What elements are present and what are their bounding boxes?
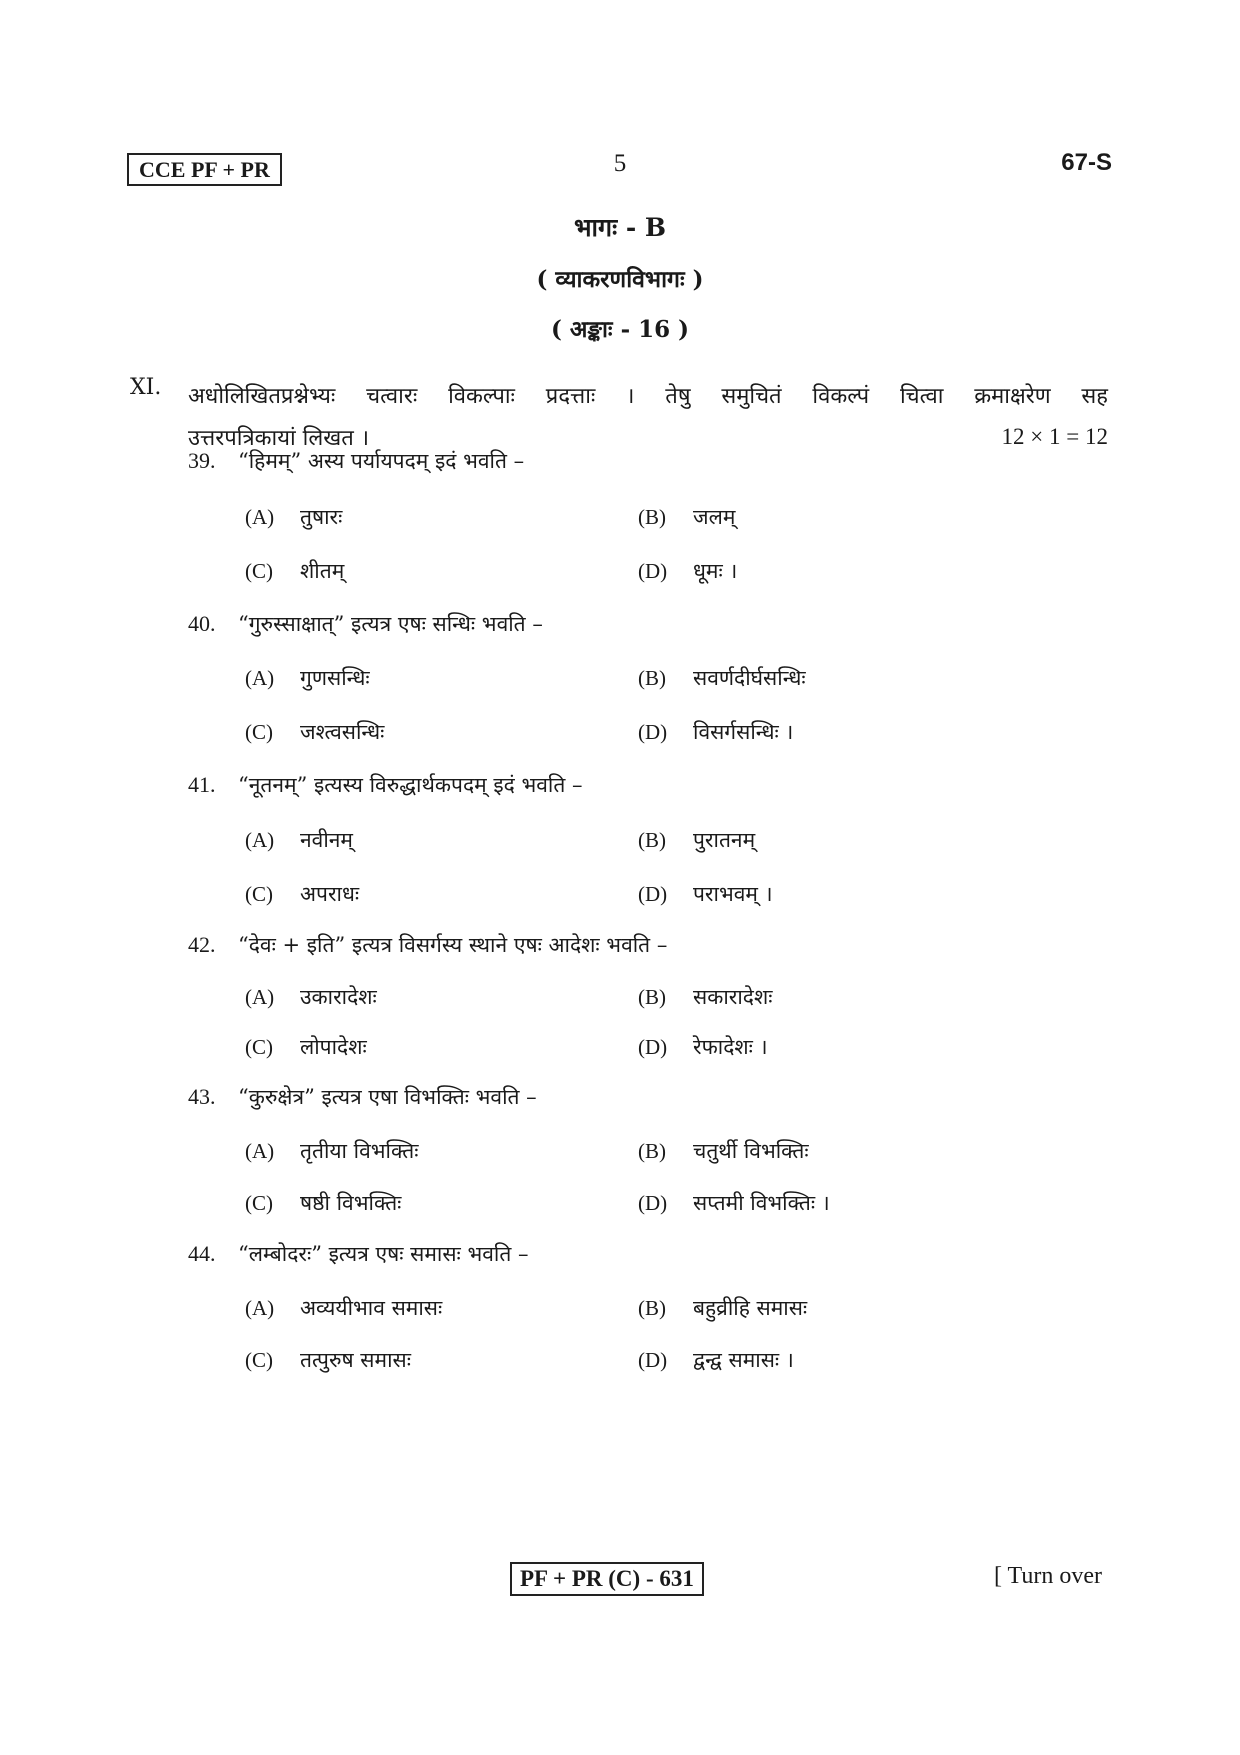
option-39-c (245, 557, 344, 585)
option-text: विसर्गसन्धिः । (693, 720, 794, 744)
option-43-b (638, 1137, 809, 1165)
option-text: नवीनम् (300, 828, 353, 852)
question-number: 42. (188, 932, 216, 957)
option-text: गुणसन्धिः (300, 666, 370, 690)
option-41-d (638, 880, 773, 908)
instruction-number: XI. (130, 375, 162, 400)
question-41 (188, 771, 583, 799)
turn-over-note: [ Turn over (993, 1563, 1102, 1589)
question-number: 44. (188, 1241, 216, 1266)
score-formula: 12 × 1 = 12 (1001, 424, 1108, 449)
question-42 (188, 931, 667, 959)
option-label: (A) (245, 666, 275, 690)
option-label: (B) (638, 505, 666, 529)
footer-code-box: PF + PR (C) - 631 (510, 1562, 704, 1596)
option-label: (D) (638, 559, 668, 583)
question-number: 43. (188, 1084, 216, 1109)
option-text: बहुव्रीहि समासः (693, 1296, 808, 1320)
option-44-b (638, 1294, 807, 1322)
option-text: तृतीया विभक्तिः (300, 1139, 419, 1163)
option-label: (D) (638, 882, 668, 906)
question-text: “गुरुस्साक्षात्” इत्यत्र एषः सन्धिः भवति – (238, 612, 543, 636)
option-label: (B) (638, 828, 666, 852)
option-label: (A) (245, 985, 275, 1009)
question-number: 39. (188, 448, 216, 473)
option-label: (C) (245, 720, 273, 744)
option-label: (D) (638, 1035, 668, 1059)
option-text: तुषारः (300, 505, 343, 529)
option-label: (A) (245, 828, 275, 852)
question-40 (188, 610, 543, 638)
question-text: “देवः + इति” इत्यत्र विसर्गस्य स्थाने एषः आदेशः भवति – (238, 933, 668, 957)
option-text: अव्ययीभाव समासः (300, 1296, 443, 1320)
option-40-a (245, 664, 370, 692)
option-text: सप्तमी विभक्तिः । (693, 1191, 830, 1215)
option-text: रेफादेशः । (693, 1035, 768, 1059)
option-text: अपराधः (300, 882, 360, 906)
option-39-b (638, 503, 735, 531)
option-label: (A) (245, 1296, 275, 1320)
option-41-c (245, 880, 359, 908)
option-label: (C) (245, 559, 273, 583)
option-39-a (245, 503, 342, 531)
option-43-d (638, 1189, 830, 1217)
option-label: (D) (638, 1348, 668, 1372)
option-label: (D) (638, 720, 668, 744)
option-label: (C) (245, 1191, 273, 1215)
question-text: “कुरुक्षेत्र” इत्यत्र एषा विभक्तिः भवति – (238, 1085, 537, 1109)
option-label: (A) (245, 1139, 275, 1163)
option-44-a (245, 1294, 442, 1322)
question-text: “लम्बोदरः” इत्यत्र एषः समासः भवति – (238, 1242, 529, 1266)
option-text: उकारादेशः (300, 985, 377, 1009)
option-label: (A) (245, 505, 275, 529)
option-42-d (638, 1033, 768, 1061)
question-44 (188, 1240, 528, 1268)
option-text: द्वन्द्व समासः । (693, 1348, 794, 1372)
option-text: जश्त्वसन्धिः (300, 720, 385, 744)
option-label: (B) (638, 1139, 666, 1163)
option-43-c (245, 1189, 401, 1217)
option-text: चतुर्थी विभक्तिः (693, 1139, 809, 1163)
option-text: जलम् (693, 505, 736, 529)
option-43-a (245, 1137, 418, 1165)
subject-code: 67-S (1061, 149, 1112, 176)
option-label: (B) (638, 1296, 666, 1320)
option-text: तत्पुरुष समासः (300, 1348, 411, 1372)
option-44-c (245, 1346, 411, 1374)
option-text: सकारादेशः (693, 985, 773, 1009)
option-label: (B) (638, 666, 666, 690)
paper-code-box: CCE PF + PR (127, 153, 282, 186)
question-text: “हिमम्” अस्य पर्यायपदम् इदं भवति – (238, 449, 525, 473)
option-label: (C) (245, 1348, 273, 1372)
option-text: पुरातनम् (693, 828, 756, 852)
option-39-d (638, 557, 737, 585)
option-44-d (638, 1346, 794, 1374)
page-number: 5 (613, 150, 627, 177)
option-text: सवर्णदीर्घसन्धिः (693, 666, 806, 690)
option-label: (D) (638, 1191, 668, 1215)
option-text: शीतम् (300, 559, 345, 583)
question-number: 40. (188, 611, 216, 636)
option-42-c (245, 1033, 367, 1061)
option-label: (C) (245, 1035, 273, 1059)
option-41-b (638, 826, 755, 854)
option-41-a (245, 826, 353, 854)
question-text: “नूतनम्” इत्यस्य विरुद्धार्थकपदम् इदं भवति – (238, 773, 583, 797)
part-title: भागः - B (573, 213, 667, 242)
option-text: पराभवम् । (693, 882, 773, 906)
option-label: (B) (638, 985, 666, 1009)
option-40-b (638, 664, 806, 692)
question-43 (188, 1083, 537, 1111)
option-40-c (245, 718, 384, 746)
option-42-b (638, 983, 772, 1011)
section-title: ( व्याकरणविभागः ) (536, 266, 704, 293)
option-42-a (245, 983, 377, 1011)
question-39 (188, 447, 524, 475)
option-label: (C) (245, 882, 273, 906)
option-text: लोपादेशः (300, 1035, 367, 1059)
instruction-line-2: उत्तरपत्रिकायां लिखत । (188, 426, 370, 451)
question-number: 41. (188, 772, 216, 797)
section-marks: ( अङ्काः - 16 ) (550, 316, 690, 343)
option-text: षष्ठी विभक्तिः (300, 1191, 402, 1215)
option-40-d (638, 718, 793, 746)
option-text: धूमः । (693, 559, 738, 583)
instruction-line-1: अधोलिखितप्रश्नेभ्यः चत्वारः विकल्पाः प्रदत्ताः । तेषु समुचितं विकल्पं चित्वा क्रमाक्षरेण सह (188, 384, 1108, 409)
